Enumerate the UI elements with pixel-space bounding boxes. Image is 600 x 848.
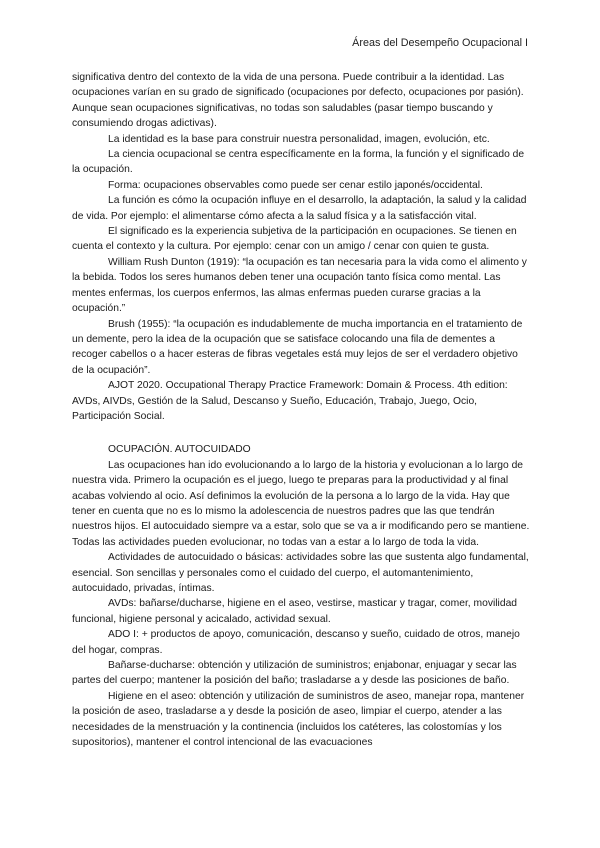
quote-brush: Brush (1955): “la ocupación es indudablemente de mucha importancia en el tratamiento de un demente, pero la idea de la ocupación que se satisface colocando una fila de dementes a recoger cabellos o a hacer esteras de fibras vegetales está muy lejos de ser el verdadero objetivo de la ocupación”. <box>72 318 523 376</box>
paragraph-identity-continuation: significativa dentro del contexto de la vida de una persona. Puede contribuir a la identidad. Las ocupaciones varían en su grado de significado (ocupaciones por defecto, ocupaciones por pasión). Aunque sean ocupaciones significativas, no todas son saludables (pasar tiempo buscando y consumiendo drogas adictivas). <box>72 72 524 130</box>
quote-dunton: William Rush Dunton (1919): “la ocupación es tan necesaria para la vida como el alimento y la bebida. Todos los seres humanos deben tener una ocupación tanto física como mental. Las mentes enfermas, los cuerpos enfermos, las almas enfermas pueden curarse gracias a la ocupación.” <box>72 256 527 315</box>
paragraph-toilet-hygiene: Higiene en el aseo: obtención y utilización de suministros de aseo, manejar ropa, mantener la posición de aseo, trasladarse a y desde la posición de aseo, limpiar el cuerpo, atender a las necesidades de la menstruación y la continencia (incluidos los catéteres, las colostomías y los supositorios), mantener el control intencional de las evacuaciones <box>72 690 525 749</box>
paragraph-ado: ADO I: + productos de apoyo, comunicación, descanso y sueño, cuidado de otros, manejo del hogar, compras. <box>72 629 520 656</box>
paragraph-bathing: Bañarse-ducharse: obtención y utilización de suministros; enjabonar, enjuagar y secar las partes del cuerpo; mantener la posición del baño; trasladarse a y desde las posiciones de baño. <box>72 660 517 687</box>
paragraph-identity: La identidad es la base para construir nuestra personalidad, imagen, evolución, etc. <box>108 133 490 145</box>
section-spacer <box>72 424 530 442</box>
section-heading: OCUPACIÓN. AUTOCUIDADO <box>108 444 251 456</box>
document-body <box>72 70 530 750</box>
paragraph-occupational-science: La ciencia ocupacional se centra específicamente en la forma, la función y el significado de la ocupación. <box>72 149 525 176</box>
paragraph-meaning: El significado es la experiencia subjetiva de la participación en ocupaciones. Se tienen en cuenta el contexto y la cultura. Por ejemplo: cenar con un amigo / cenar con quien te gusta. <box>72 226 517 253</box>
paragraph-function: La función es cómo la ocupación influye en el desarrollo, la adaptación, la salud y la calidad de vida. Por ejemplo: el alimentarse cómo afecta a la salud física y a la satisfacción vital. <box>72 195 527 222</box>
paragraph-basic-activities: Actividades de autocuidado o básicas: actividades sobre las que sustenta algo fundamental, esencial. Son sencillas y personales como el cuidado del cuerpo, el automantenimiento, autocuidado, privadas, íntimas. <box>72 552 529 594</box>
paragraph-avds: AVDs: bañarse/ducharse, higiene en el aseo, vestirse, masticar y tragar, comer, movilidad funcional, higiene personal y acicalado, actividad sexual. <box>72 598 518 625</box>
running-header: Áreas del Desempeño Ocupacional I <box>352 37 528 49</box>
paragraph-ajot: AJOT 2020. Occupational Therapy Practice Framework: Domain & Process. 4th edition: AVDs, AIVDs, Gestión de la Salud, Descanso y Sueño, Educación, Trabajo, Juego, Ocio, Participación Social. <box>72 380 508 422</box>
paragraph-form: Forma: ocupaciones observables como puede ser cenar estilo japonés/occidental. <box>108 179 483 191</box>
paragraph-evolution: Las ocupaciones han ido evolucionando a lo largo de la historia y evolucionan a lo largo de nuestra vida. Primero la ocupación es el juego, luego te preparas para la productividad y al final acabas volviendo al ocio. Así definimos la evolución de la persona a lo largo de la vida. Hay que tener en cuenta que no es lo mismo la adolescencia de nuestros padres que las que tendrán nuestros hijos. El autocuidado siempre va a estar, solo que se va a ir modificando pero se mantiene. Todas las actividades pueden evolucionar, no todas van a estar a lo largo de toda la vida. <box>72 459 530 548</box>
